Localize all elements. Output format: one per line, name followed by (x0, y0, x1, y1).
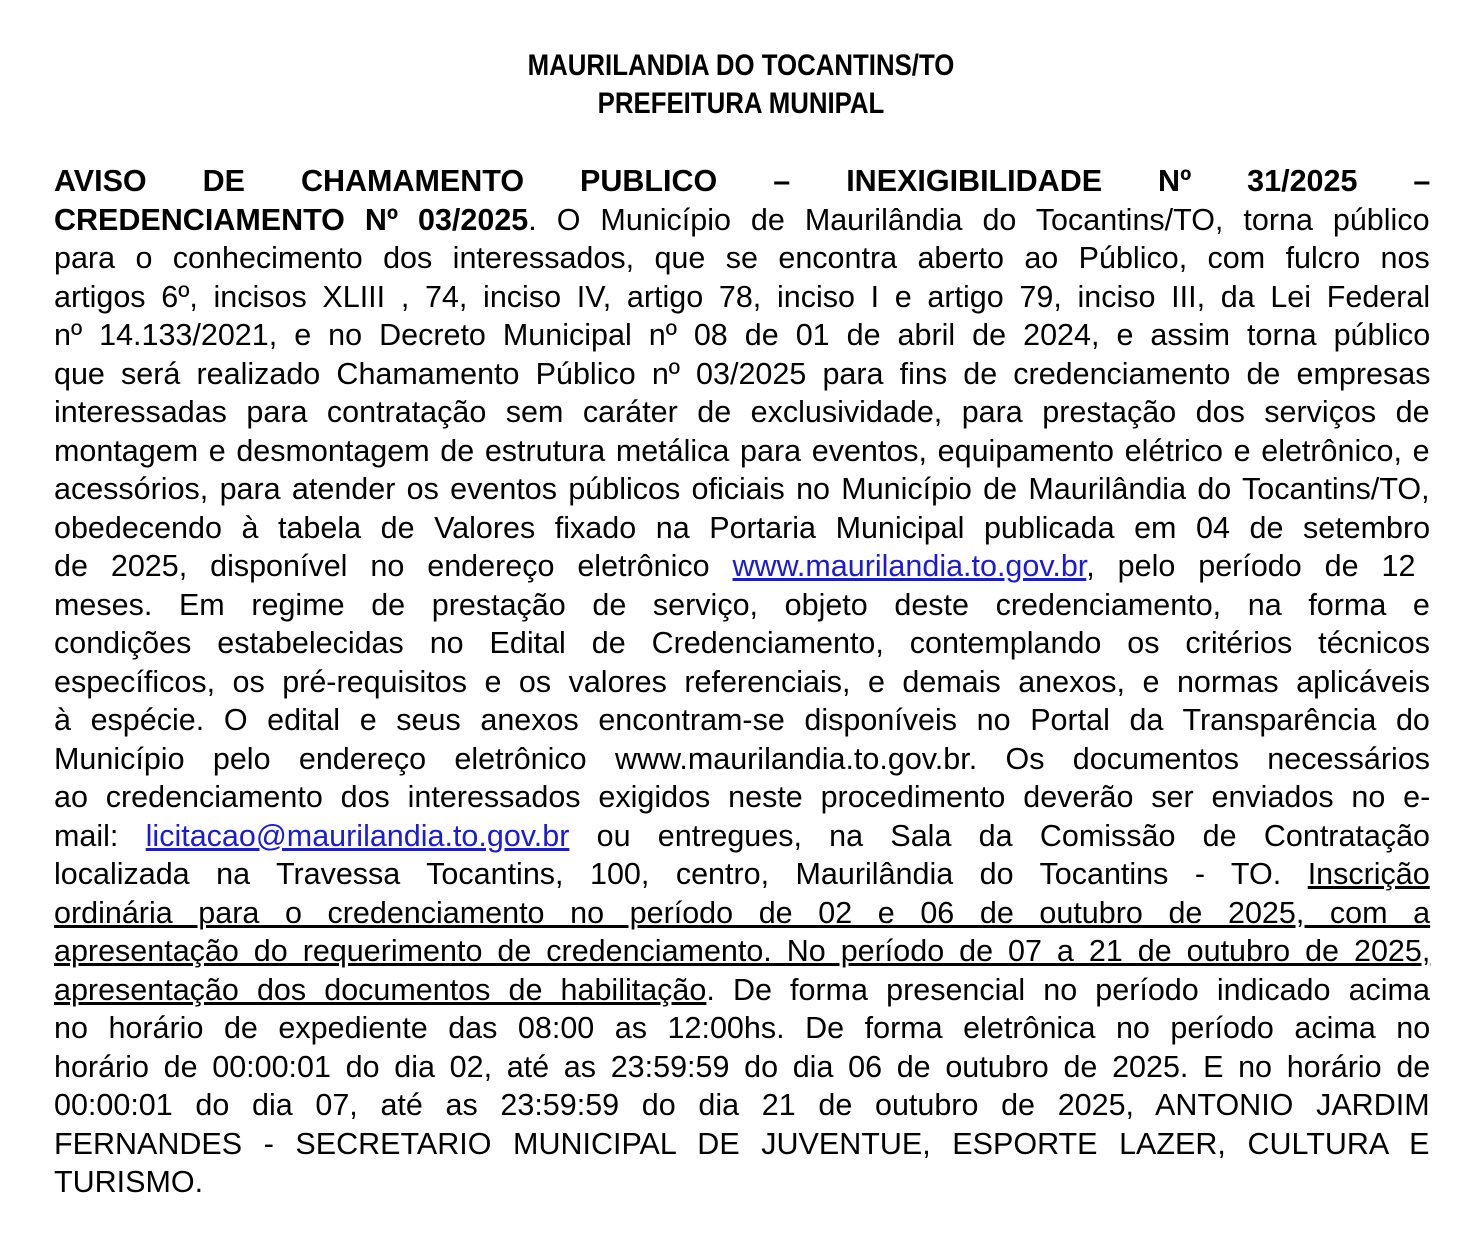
notice-line (54, 547, 1430, 586)
notice-line: obedecendo à tabela de Valores fixado na Portaria Municipal publicada em 04 de setembro (54, 510, 1431, 545)
notice-line: que será realizado Chamamento Público nº 03/2025 para fins de credenciamento de empresas (54, 356, 1431, 391)
notice-last-line: TURISMO. (54, 1165, 204, 1199)
notice-line: condições estabelecidas no Edital de Credenciamento, contemplando os critérios técnicos (54, 626, 1431, 660)
registration-period-line: apresentação do requerimento de credenciamento. No período de 07 a 21 de outubro de 2025, (54, 934, 1431, 968)
notice-line: acessórios, para atender os eventos públicos oficiais no Município de Maurilândia do Tocantins/TO, (54, 472, 1430, 506)
notice-line: horário de 00:00:01 do dia 02, até as 23:59:59 do dia 06 de outubro de 2025. E no horário de (54, 1049, 1431, 1084)
website-link[interactable]: www.maurilandia.to.gov.br (732, 549, 1087, 583)
notice-text: de 2025, disponível no endereço eletrônico (54, 549, 733, 583)
registration-period-line: ordinária para o credenciamento no período de 02 e 06 de outubro de 2025, com a (54, 895, 1431, 930)
notice-line: montagem e desmontagem de estrutura metálica para eventos, equipamento elétrico e eletrônico, e (54, 433, 1430, 468)
municipality-name: MAURILANDIA DO TOCANTINS/TO (527, 49, 955, 82)
notice-line (54, 971, 1430, 1010)
notice-text: localizada na Travessa Tocantins, 100, centro, Maurilândia do Tocantins - TO. (54, 857, 1308, 891)
notice-text: . De forma presencial no período indicado acima (706, 972, 1430, 1007)
notice-line: interessadas para contratação sem caráter de exclusividade, para prestação dos serviços de (54, 395, 1430, 429)
notice-line: ao credenciamento dos interessados exigidos neste procedimento deverão ser enviados no e- (54, 780, 1431, 814)
notice-line: no horário de expediente das 08:00 as 12:00hs. De forma eletrônica no período acima no (54, 1011, 1431, 1045)
notice-text: ou entregues, na Sala da Comissão de Contratação (569, 818, 1431, 853)
prefecture-name: PREFEITURA MUNIPAL (597, 87, 885, 120)
notice-line: meses. Em regime de prestação de serviço, objeto deste credenciamento, na forma e (54, 587, 1430, 622)
credenciamento-number: CREDENCIAMENTO Nº 03/2025 (54, 202, 529, 237)
registration-period-text: Inscrição (1307, 857, 1430, 891)
notice-line: artigos 6º, incisos XLIII , 74, inciso IV, artigo 78, inciso I e artigo 79, inciso III, da Lei Federal (54, 279, 1431, 314)
notice-text: , pelo período de 12 (1086, 549, 1416, 583)
notice-line: à espécie. O edital e seus anexos encontram-se disponíveis no Portal da Transparência do (54, 703, 1430, 737)
notice-line: específicos, os pré-requisitos e os valores referenciais, e demais anexos, e normas aplicáveis (54, 664, 1431, 699)
document-header (104, 47, 1379, 123)
notice-line: nº 14.133/2021, e no Decreto Municipal nº 08 de 01 de abril de 2024, e assim torna público (54, 318, 1431, 352)
notice-line: FERNANDES - SECRETARIO MUNICIPAL DE JUVENTUE, ESPORTE LAZER, CULTURA E (54, 1126, 1430, 1161)
notice-title-line: AVISO DE CHAMAMENTO PUBLICO – INEXIGIBILIDADE Nº 31/2025 – (54, 164, 1431, 198)
notice-body (54, 162, 1430, 1202)
email-link[interactable]: licitacao@maurilandia.to.gov.br (145, 818, 570, 853)
notice-line (54, 817, 1430, 856)
notice-text: mail: (54, 818, 146, 853)
notice-line (54, 201, 1430, 240)
habilitation-text: apresentação dos documentos de habilitação (54, 972, 707, 1007)
notice-line (54, 855, 1430, 894)
notice-line: Município pelo endereço eletrônico www.maurilandia.to.gov.br. Os documentos necessários (54, 741, 1431, 776)
notice-line: para o conhecimento dos interessados, que se encontra aberto ao Público, com fulcro nos (54, 241, 1430, 275)
notice-line: 00:00:01 do dia 07, até as 23:59:59 do dia 21 de outubro de 2025, ANTONIO JARDIM (54, 1088, 1430, 1122)
notice-text: . O Município de Maurilândia do Tocantins/TO, torna público (528, 202, 1430, 237)
